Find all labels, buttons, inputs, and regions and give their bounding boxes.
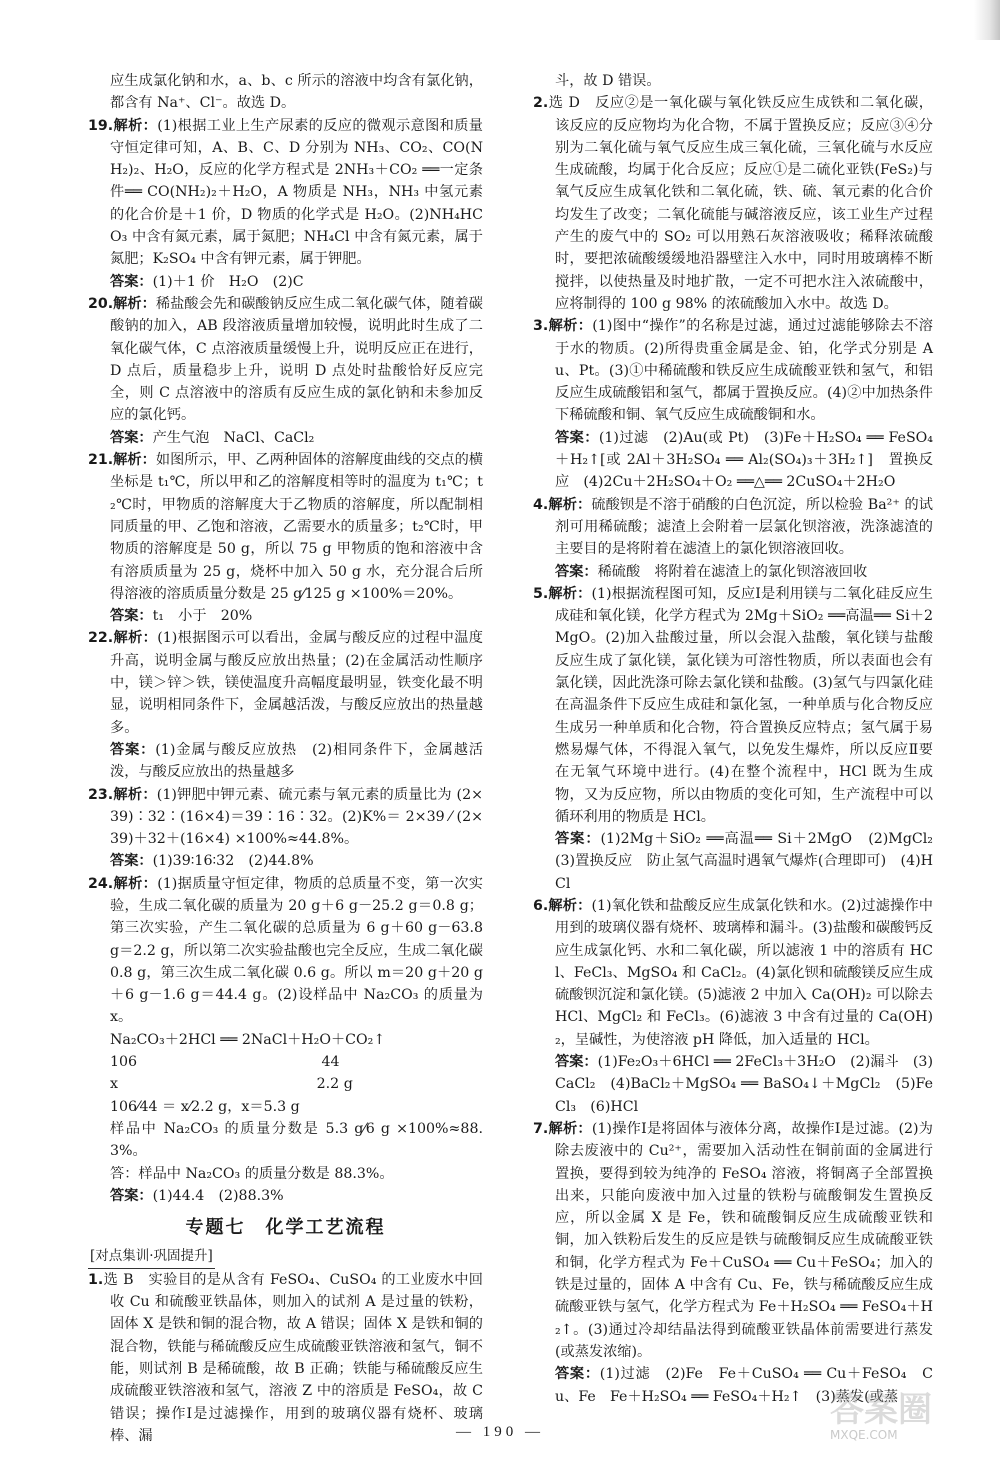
item-number: 20. xyxy=(88,295,114,312)
text-line: x 2.2 g xyxy=(110,1076,353,1093)
answer-text: (1)Fe₂O₃＋6HCl ══ 2FeCl₃＋3H₂O (2)漏斗 (3)CaCl₂ (4)BaCl₂＋MgSO₄ ══ BaSO₄↓＋MgCl₂ (5)FeCl₃ (6)HCl xyxy=(555,1054,933,1115)
answer-label: 答案： xyxy=(110,853,153,870)
answer-text: (1)过滤 (2)Au(或 Pt) (3)Fe＋H₂SO₄ ══ FeSO₄＋H₂↑[或 2Al＋3H₂SO₄ ══ Al₂(SO₄)₃＋3H₂↑] 置换反应 (4)2Cu＋2H₂SO₄＋O₂ ══△══ 2CuSO₄＋2H₂O xyxy=(555,429,933,491)
item-text: (1)根据工业上生产尿素的反应的微观示意图和质量守恒定律可知，A、B、C、D 分别为 NH₃、CO₂、CO(NH₂)₂、H₂O，反应的化学方程式是 2NH₃＋CO₂ ══一定条件══ CO(NH₂)₂＋H₂O，A 物质是 NH₃，NH₃ 中氢元素的化合价是＋1 价，D 物质的化学式是 H₂O。(2)NH₄HCO₃ 中含有氮元素，属于氮肥；NH₄Cl 中含有氮元素，属于氮肥；K₂SO₄ 中含有钾元素，属于钾肥。 xyxy=(110,117,483,268)
answer-label: 答案： xyxy=(555,831,601,848)
item-number: 1. xyxy=(88,1271,104,1288)
answer-item xyxy=(533,92,933,315)
answer-line xyxy=(533,1051,933,1118)
answer-item xyxy=(533,1118,933,1363)
item-label: 解析： xyxy=(548,1120,592,1137)
right-column xyxy=(533,70,948,1408)
text-line: 106 44 xyxy=(110,1054,340,1071)
answer-line xyxy=(88,850,483,872)
item-text: (1)操作Ⅰ是将固体与液体分离，故操作Ⅰ是过滤。(2)为除去废液中的 Cu²⁺，需要加入活动性在铜前面的金属进行置换，要得到较为纯净的 FeSO₄ 溶液，将铜离子全部置换出来，只能向废液中加入过量的铁粉与硫酸铜发生置换反应，所以金属 X 是 Fe，铁和硫酸铜反应生成硫酸亚铁和铜，加入铁粉后发生的反应是铁与硫酸铜反应生成硫酸亚铁和铜，化学方程式为 Fe＋CuSO₄ ══ Cu＋FeSO₄；加入的铁是过量的，固体 A 中含有 Cu、Fe，铁与稀硫酸反应生成硫酸亚铁与氢气，化学方程式为 Fe＋H₂SO₄ ══ FeSO₄＋H₂↑。(3)通过冷却结晶法得到硫酸亚铁晶体前需要进行蒸发(或蒸发浓缩)。 xyxy=(555,1120,933,1360)
answer-item xyxy=(533,315,933,426)
item-number: 2. xyxy=(533,95,549,112)
answer-line xyxy=(88,605,483,627)
item-number: 19. xyxy=(88,117,114,134)
text-line: 斗，故 D 错误。 xyxy=(555,73,661,89)
answer-text: (1)44.4 (2)88.3% xyxy=(152,1187,284,1204)
item-label: 解析： xyxy=(113,295,156,312)
item-text: 稀盐酸会先和碳酸钠反应生成二氧化碳气体，随着碳酸钠的加入，AB 段溶液质量增加较慢，说明此时生成了二氧化碳气体，C 点溶液质量缓慢上升，说明反应正在进行，D 点后，质量稳步上升，说明 D 点处时盐酸恰好反应完全，则 C 点溶液中的溶质有反应生成的氯化钠和未参加反应的氯化钙。 xyxy=(110,295,483,424)
answer-line xyxy=(533,561,933,583)
text-line: 答：样品中 Na₂CO₃ 的质量分数是 88.3%。 xyxy=(110,1165,394,1182)
item-number: 3. xyxy=(533,318,549,335)
text-line: 106⁄44 ＝ x⁄2.2 g，x＝5.3 g xyxy=(110,1098,300,1115)
answer-line xyxy=(88,1185,483,1207)
answer-label: 答案： xyxy=(110,1187,153,1204)
answer-item xyxy=(88,293,483,427)
answer-item xyxy=(88,449,483,605)
section-title: 专题七 化学工艺流程 xyxy=(185,1217,386,1239)
answer-text: (1)金属与酸反应放热 (2)相同条件下，金属越活泼，与酸反应放出的热量越多 xyxy=(110,741,483,781)
answer-line xyxy=(88,271,483,293)
answer-label: 答案： xyxy=(110,608,153,625)
answer-label: 答案： xyxy=(555,1366,600,1383)
answer-line xyxy=(88,739,483,784)
item-label: 解析： xyxy=(113,630,158,647)
answer-item xyxy=(533,895,933,1051)
item-label: 解析： xyxy=(113,452,156,469)
answer-text: 产生气泡 NaCl、CaCl₂ xyxy=(152,429,315,446)
item-label: 解析： xyxy=(113,117,158,134)
item-number: 6. xyxy=(533,897,549,914)
answer-item xyxy=(88,115,483,271)
item-text: (1)据质量守恒定律，物质的总质量不变，第一次实验，生成二氧化碳的质量为 20 g＋6 g－25.2 g＝0.8 g；第三次实验，产生二氧化碳的总质量为 6 g＋60 g－63.8 g＝2.2 g，所以第二次实验盐酸也完全反应，生成二氧化碳 0.8 g，第三次生成二氧化碳 0.6 g。所以 m＝20 g＋20 g＋6 g－1.6 g＝44.4 g。(2)设样品中 Na₂CO₃ 的质量为 x。 xyxy=(110,875,483,1026)
item-label: 解析： xyxy=(113,875,158,892)
answer-item xyxy=(88,873,483,1029)
answer-label: 答案： xyxy=(555,563,598,580)
answer-label: 答案： xyxy=(110,429,153,446)
item-label: 解析： xyxy=(548,585,592,602)
answer-item xyxy=(533,494,933,561)
watermark-logo-text: 答案圈 xyxy=(830,1390,932,1430)
item-number: 23. xyxy=(88,786,114,803)
answer-text: (1)2Mg＋SiO₂ ══高温══ Si＋2MgO (2)MgCl₂ (3)置换反应 防止氢气高温时遇氧气爆炸(合理即可) (4)HCl xyxy=(555,831,948,892)
answer-line xyxy=(88,427,483,449)
answer-label: 答案： xyxy=(555,429,599,446)
answer-item xyxy=(88,627,483,738)
answer-item xyxy=(88,1269,483,1447)
answer-text: t₁ 小于 20% xyxy=(152,608,253,625)
item-number: 5. xyxy=(533,585,549,602)
item-text: (1)根据流程图可知，反应Ⅰ是利用镁与二氧化硅反应生成硅和氧化镁，化学方程式为 2Mg＋SiO₂ ══高温══ Si＋2MgO。(2)加入盐酸过量，所以会混入盐酸，氧化镁与盐酸反应生成了氯化镁，氯化镁为可溶性物质，所以表面也会有氯化镁，因此洗涤可除去氯化镁和盐酸。(3)氢气与四氯化硅在高温条件下反应生成硅和氯化氢，一种单质与化合物反应生成另一种单质和化合物，符合置换反应特点；氢气属于易燃易爆气体，不得混入氧气，以免发生爆炸，所以反应Ⅱ要在无氧气环境中进行。(4)在整个流程中，HCl 既为生成物，又为反应物，所以由物质的变化可知，生产流程中可以循环利用的物质是 HCl。 xyxy=(555,585,933,825)
item-text: (1)根据图示可以看出，金属与酸反应的过程中温度升高，说明金属与酸反应放出热量；(2)在金属活动性顺序中，镁＞锌＞铁，镁使温度升高幅度最明显，铁变化最不明显，说明相同条件下，金属越活泼，与酸反应放出的热量越多。 xyxy=(110,630,483,736)
answer-line xyxy=(533,828,948,895)
answer-item xyxy=(88,784,483,851)
item-label: 解析： xyxy=(548,318,593,335)
page-number: — 190 — xyxy=(456,1424,544,1440)
text-line: 应生成氯化钠和水，a、b、c 所示的溶液中均含有氯化钠，都含有 Na⁺、Cl⁻。故选 D。 xyxy=(110,73,483,112)
item-text: 选 B 实验目的是从含有 FeSO₄、CuSO₄ 的工业废水中回收 Cu 和硫酸亚铁晶体，则加入的试剂 A 是过量的铁粉，固体 X 是铁和铜的混合物，故 A 错误；固体 X 是铁和铜的混合物，铁能与稀硫酸反应生成硫酸亚铁溶液和氢气，铜不能，则试剂 B 是稀硫酸，故 B 正确；铁能与稀硫酸反应生成硫酸亚铁溶液和氢气，溶液 Z 中的溶质是 FeSO₄，故 C 错误；操作Ⅰ是过滤操作，用到的玻璃仪器有烧杯、玻璃棒、漏 xyxy=(103,1271,483,1444)
answer-text: (1)过滤 (2)Fe Fe＋CuSO₄ ══ Cu＋FeSO₄ Cu、Fe Fe＋H₂SO₄ ══ FeSO₄＋H₂↑ (3)蒸发(或蒸 xyxy=(555,1366,933,1405)
item-text: (1)氧化铁和盐酸反应生成氯化铁和水。(2)过滤操作中用到的玻璃仪器有烧杯、玻璃棒和漏斗。(3)盐酸和碳酸钙反应生成氯化钙、水和二氧化碳，所以滤液 1 中的溶质有 HCl、FeCl₃、MgSO₄ 和 CaCl₂。(4)氯化钡和硫酸镁反应生成硫酸钡沉淀和氯化镁。(5)滤液 2 中加入 Ca(OH)₂ 可以除去 HCl、MgCl₂ 和 FeCl₃。(6)滤液 3 中含有过量的 Ca(OH)₂，呈碱性，为使溶液 pH 降低，加入适量的 HCl。 xyxy=(555,897,933,1048)
item-number: 22. xyxy=(88,630,114,647)
item-number: 7. xyxy=(533,1120,549,1137)
answer-item xyxy=(533,583,933,828)
sub-header: [对点集训·巩固提升] xyxy=(88,1245,215,1268)
item-text: 如图所示，甲、乙两种固体的溶解度曲线的交点的横坐标是 t₁℃，所以甲和乙的溶解度相等时的温度为 t₁℃；t₂℃时，甲物质的溶解度大于乙物质的溶解度，所以配制相同质量的甲、乙饱和溶液，乙需要水的质量多；t₂℃时，甲物质的溶解度是 50 g，所以 75 g 甲物质的饱和溶液中含有溶质质量为 25 g，烧杯中加入 50 g 水，充分混合后所得溶液的溶质质量分数是 25 g⁄125 g ×100%＝20%。 xyxy=(110,452,483,602)
item-label: 解析： xyxy=(548,496,592,513)
answer-text: (1)＋1 价 H₂O (2)C xyxy=(152,273,304,290)
answer-label: 答案： xyxy=(555,1054,598,1071)
answer-text: 稀硫酸 将附着在滤渣上的氯化钡溶液回收 xyxy=(597,563,868,580)
text-line: 样品中 Na₂CO₃ 的质量分数是 5.3 g⁄6 g ×100%≈88.3%。 xyxy=(110,1120,483,1160)
item-label: 解析： xyxy=(113,786,157,803)
item-number: 24. xyxy=(88,875,114,892)
item-label: 解析： xyxy=(548,897,592,914)
answer-label: 答案： xyxy=(110,741,156,758)
site-watermark xyxy=(830,1392,970,1448)
answer-text: (1)39∶16∶32 (2)44.8% xyxy=(152,853,314,870)
item-text: 硫酸钡是不溶于硝酸的白色沉淀，所以检验 Ba²⁺ 的试剂可用稀硫酸；滤渣上会附着一层氯化钡溶液，洗涤滤渣的主要目的是将附着在滤渣上的氯化钡溶液回收。 xyxy=(555,496,933,558)
text-line: Na₂CO₃＋2HCl ══ 2NaCl＋H₂O＋CO₂↑ xyxy=(110,1031,386,1048)
answer-label: 答案： xyxy=(110,273,153,290)
item-text: (1)图中“操作”的名称是过滤，通过过滤能够除去不溶于水的物质。(2)所得贵重金属是金、铂，化学式分别是 Au、Pt。(3)①中稀硫酸和铁反应生成硫酸亚铁和氢气，和铝反应生成硫酸铝和氢气，都属于置换反应。(4)②中加热条件下稀硫酸和铜、氧气反应生成硫酸铜和水。 xyxy=(555,318,933,424)
scan-edge-shadow xyxy=(974,0,1000,40)
left-column xyxy=(88,70,483,1447)
item-number: 4. xyxy=(533,496,549,513)
item-text: 选 D 反应②是一氧化碳与氧化铁反应生成铁和二氧化碳，该反应的反应物均为化合物，不属于置换反应；反应③④分别为二氧化硫与氧气反应生成三氧化硫，三氧化硫与水反应生成硫酸，均属于化合反应；反应①是二硫化亚铁(FeS₂)与氧气反应生成氧化铁和二氧化硫，铁、硫、氧元素的化合价均发生了改变；二氧化硫能与碱溶液反应，该工业生产过程产生的废气中的 SO₂ 可以用熟石灰溶液吸收；稀释浓硫酸时，要把浓硫酸缓缓地沿器壁注入水中，同时用玻璃棒不断搅拌，以使热量及时地扩散，一定不可把水注入浓硫酸中，应将制得的 100 g 98% 的浓硫酸加入水中。故选 D。 xyxy=(548,95,933,312)
watermark-url: MXQE.COM xyxy=(830,1428,898,1442)
answer-line xyxy=(533,427,933,494)
item-text: (1)钾肥中钾元素、硫元素与氧元素的质量比为 (2×39)∶32∶(16×4)＝39∶16∶32。(2)K%＝ 2×39 ⁄ (2×39)＋32＋(16×4) ×100%≈44.8%。 xyxy=(110,786,483,848)
item-number: 21. xyxy=(88,452,114,469)
